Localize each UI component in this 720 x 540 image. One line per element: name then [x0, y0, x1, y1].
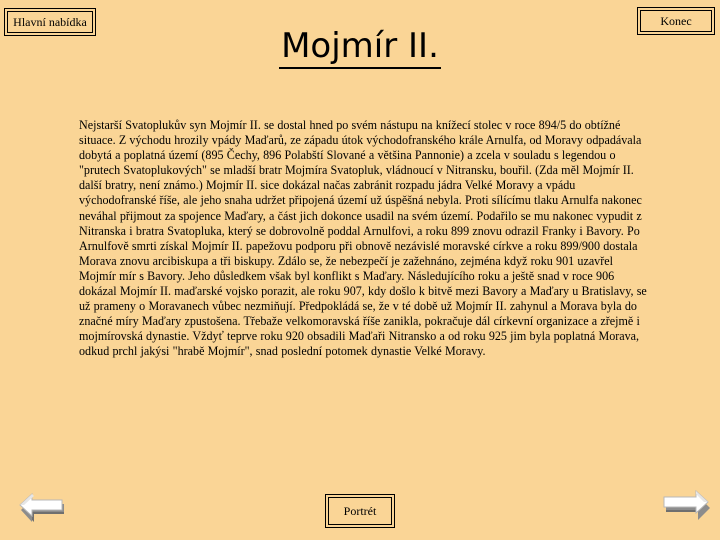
end-button[interactable]: Konec — [640, 10, 712, 32]
forward-arrow-icon[interactable] — [662, 488, 712, 524]
main-menu-button[interactable]: Hlavní nabídka — [7, 11, 93, 33]
page-title-container — [0, 26, 720, 66]
portrait-button[interactable]: Portrét — [328, 497, 392, 525]
body-paragraph: Nejstarší Svatoplukův syn Mojmír II. se dostal hned po svém nástupu na knížecí stolec v roce 894/5 do obtížné situace. Z východu hrozily vpády Maďarů, ze západu útok východofranského krále Arnulfa, od Moravy odpadávala dobytá a poplatná území (895 Čechy, 896 Polabští Slované a většina Pannonie) a zcela v souladu s legendou o "prutech Svatoplukových" se mladší bratr Mojmíra Svatopluk, vládnoucí v Nitransku, bouřil. (Zda měl Mojmír II. další bratry, není známo.) Mojmír II. sice dokázal načas zabránit rozpadu jádra Velké Moravy a vpádu východofranské říše, ale jeho snaha udržet připojená území už úspěšná nebyla. Proti sílícímu tlaku Arnulfa nakonec neváhal přijmout za spojence Maďary, a část jich dokonce usadil na svém území. Podařilo se mu nakonec vypudit z Nitranska i bratra Svatopluka, který se dobrovolně poddal Arnulfovi, a roku 899 znovu odrazil Franky i Bavory. Po Arnulfově smrti získal Mojmír II. papežovu podporu při obnově nezávislé moravské církve a roku 899/900 dostala Morava znovu arcibiskupa a tři biskupy. Zdálo se, že nebezpečí je zažehnáno, zejména když roku 901 uzavřel Mojmír mír s Bavory. Jeho důsledkem však byl konflikt s Maďary. Následujícího roku a ještě snad v roce 906 dokázal Mojmír II. maďarské vojsko porazit, ale roku 907, kdy došlo k bitvě mezi Bavory a Maďary u Bratislavy, se už prameny o Moravanech vůbec nezmiňují. Předpokládá se, že v té době už Mojmír II. zahynul a Morava byla do značné míry Maďary zpustošena. Třebaže velkomoravská říše zanikla, pokračuje dál církevní organizace a zřejmě i mojmírovská dynastie. Vždyť teprve roku 920 obsadili Maďaři Nitransko a od roku 925 jim byla poplatná Morava, odkud prchl jakýsi "hrabě Mojmír", snad poslední potomek dynastie Velké Moravy. — [79, 118, 647, 359]
back-arrow-icon[interactable] — [18, 490, 66, 526]
page-title: Mojmír II. — [279, 26, 441, 69]
